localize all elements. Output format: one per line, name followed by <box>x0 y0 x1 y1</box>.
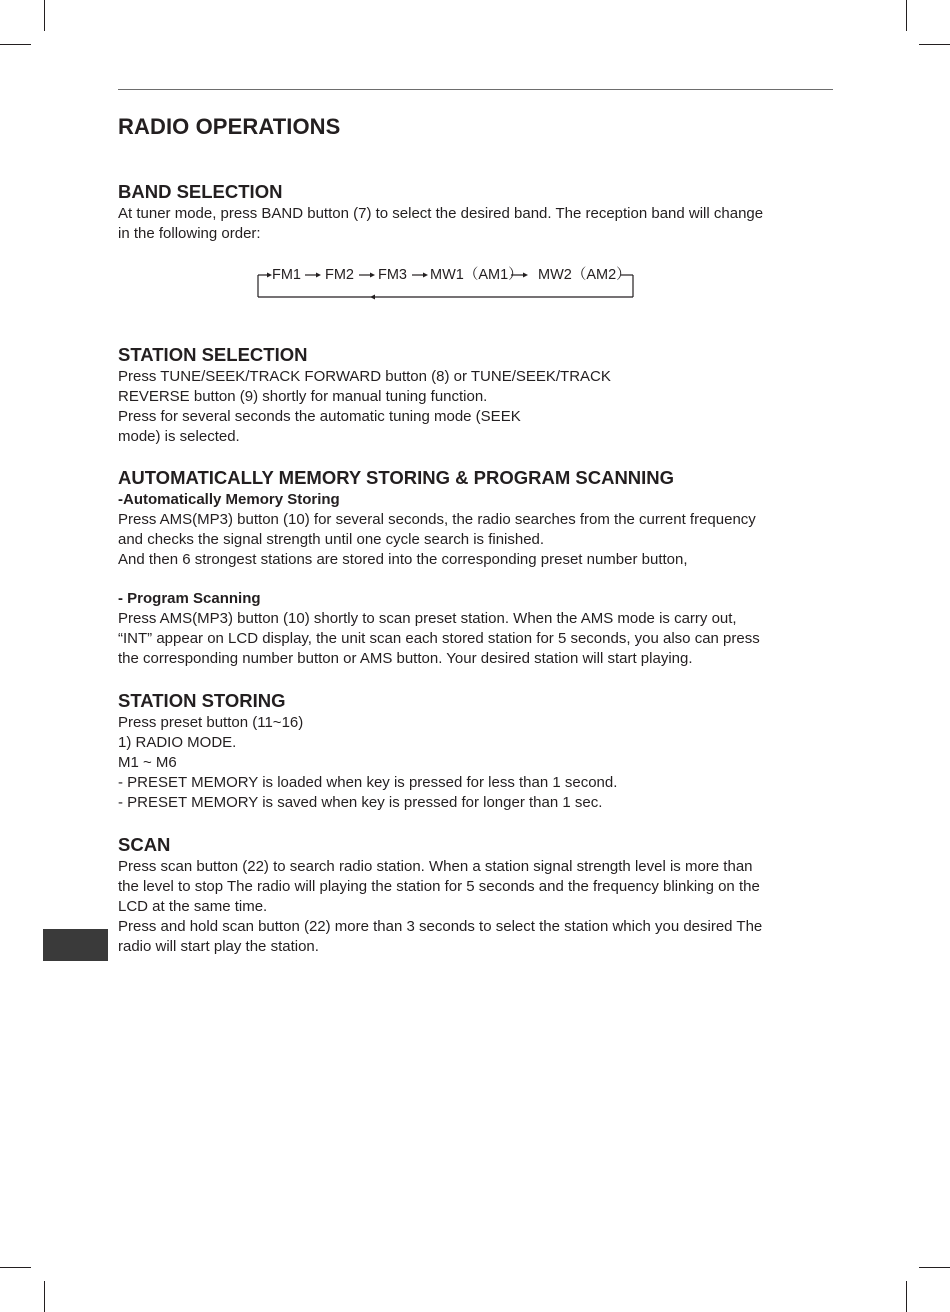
band-fm3: FM3 <box>378 267 407 283</box>
station-selection-heading: STATION SELECTION <box>118 344 308 365</box>
page-title: RADIO OPERATIONS <box>118 114 341 139</box>
crop-mark <box>906 1281 907 1312</box>
station-selection-text: REVERSE button (9) shortly for manual tuning function. <box>118 388 488 405</box>
band-mw1: MW1（AM1） <box>430 267 523 283</box>
station-storing-text: Press preset button (11~16) <box>118 714 304 731</box>
crop-mark <box>906 0 907 31</box>
station-selection-text: Press for several seconds the automatic tuning mode (SEEK <box>118 408 521 425</box>
ams-text: the corresponding number button or AMS button. Your desired station will start playing. <box>118 650 693 667</box>
ams-text: and checks the signal strength until one cycle search is finished. <box>118 531 545 548</box>
scan-text: LCD at the same time. <box>118 898 268 915</box>
station-storing-text: 1) RADIO MODE. <box>118 734 237 751</box>
band-selection-section <box>118 181 838 244</box>
band-order-diagram <box>255 264 639 302</box>
station-storing-text: - PRESET MEMORY is saved when key is pressed for longer than 1 sec. <box>118 794 603 811</box>
scan-heading: SCAN <box>118 834 171 855</box>
ams-text: Press AMS(MP3) button (10) shortly to scan preset station. When the AMS mode is carry out, <box>118 610 737 627</box>
scan-section <box>118 834 838 957</box>
band-fm1: FM1 <box>272 267 301 283</box>
header-rule <box>118 89 833 90</box>
ams-text: “INT” appear on LCD display, the unit scan each stored station for 5 seconds, you also can press <box>118 630 760 647</box>
band-selection-text: in the following order: <box>118 225 261 242</box>
band-mw2: MW2（AM2） <box>538 267 631 283</box>
ams-heading: AUTOMATICALLY MEMORY STORING & PROGRAM SCANNING <box>118 467 675 488</box>
station-selection-text: Press TUNE/SEEK/TRACK FORWARD button (8) or TUNE/SEEK/TRACK <box>118 368 611 385</box>
crop-mark <box>44 1281 45 1312</box>
ams-subheading-scanning: - Program Scanning <box>118 590 261 607</box>
ams-text: Press AMS(MP3) button (10) for several seconds, the radio searches from the current frequency <box>118 511 756 528</box>
station-selection-section <box>118 344 838 447</box>
band-fm2: FM2 <box>325 267 354 283</box>
ams-text: And then 6 strongest stations are stored into the corresponding preset number button, <box>118 551 688 568</box>
scan-text: radio will start play the station. <box>118 938 319 955</box>
station-storing-text: - PRESET MEMORY is loaded when key is pressed for less than 1 second. <box>118 774 618 791</box>
band-selection-text: At tuner mode, press BAND button (7) to select the desired band. The reception band will change <box>118 205 764 222</box>
band-selection-heading: BAND SELECTION <box>118 181 283 202</box>
scan-text: the level to stop The radio will playing the station for 5 seconds and the frequency blinking on the <box>118 878 760 895</box>
crop-mark <box>44 0 45 31</box>
station-storing-section <box>118 690 838 813</box>
crop-mark <box>919 44 950 45</box>
crop-mark <box>919 1267 950 1268</box>
ams-subheading-memory: -Automatically Memory Storing <box>118 491 340 508</box>
ams-section <box>118 467 838 669</box>
page-tab-marker <box>43 929 108 961</box>
crop-mark <box>0 1267 31 1268</box>
scan-text: Press and hold scan button (22) more than 3 seconds to select the station which you desired The <box>118 918 763 935</box>
crop-mark <box>0 44 31 45</box>
station-storing-heading: STATION STORING <box>118 690 286 711</box>
scan-text: Press scan button (22) to search radio station. When a station signal strength level is more than <box>118 858 753 875</box>
station-storing-text: M1 ~ M6 <box>118 754 177 771</box>
station-selection-text: mode) is selected. <box>118 428 240 445</box>
